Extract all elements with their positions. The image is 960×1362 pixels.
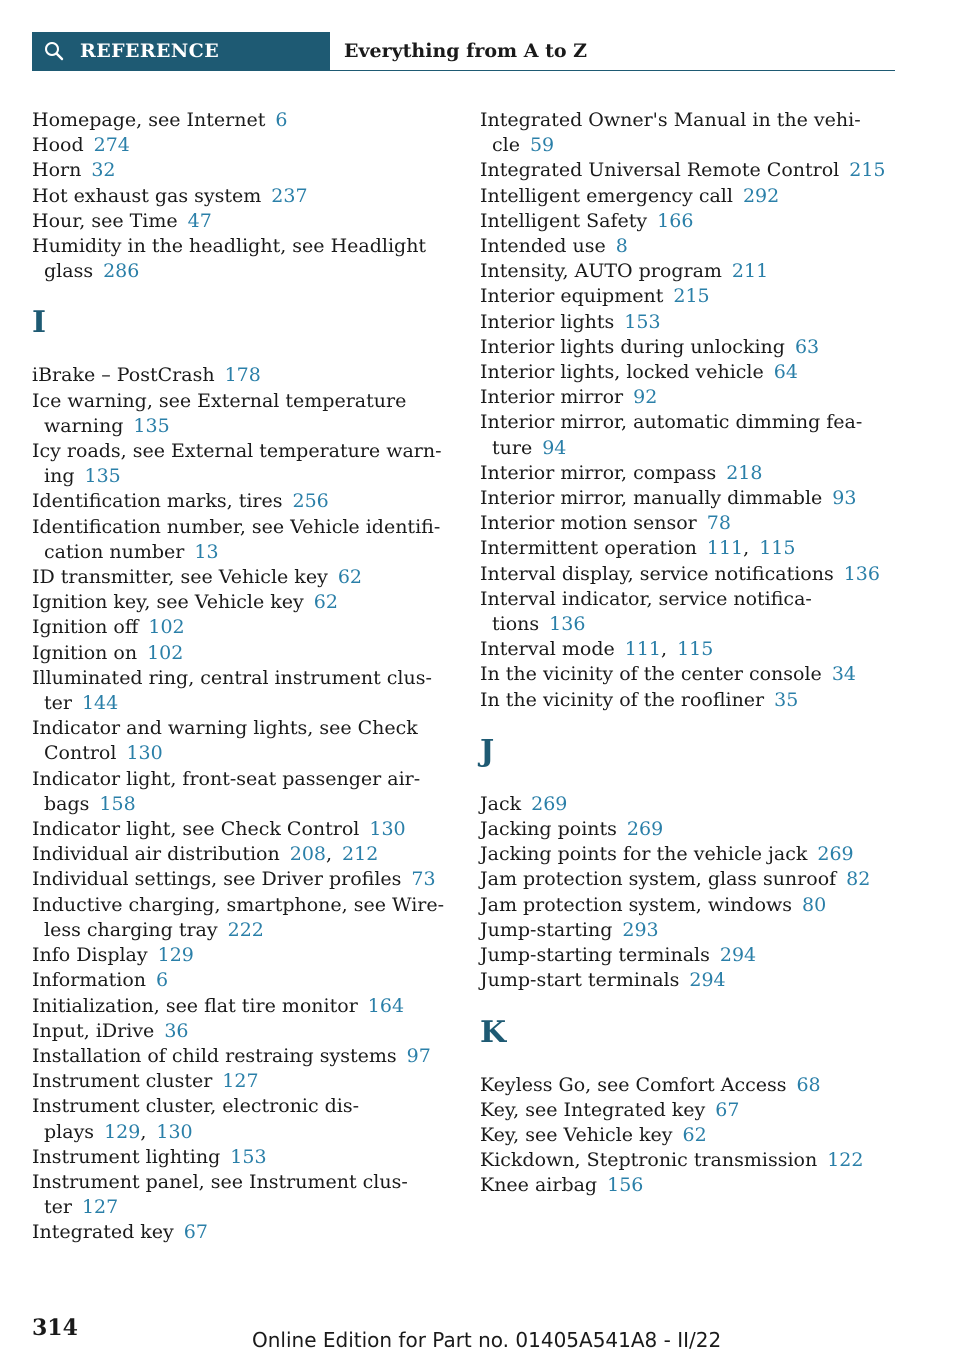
index-entry-text: Indicator light, front-seat passenger air- — [32, 767, 421, 790]
index-entry-text: Indicator light, see Check Control — [32, 818, 360, 841]
index-entry-text: Jam protection system, glass sunroof — [480, 868, 837, 891]
page-reference-link[interactable]: 34 — [831, 663, 856, 686]
page-reference-link[interactable]: 293 — [622, 918, 659, 941]
page-reference-link[interactable]: 35 — [774, 688, 799, 711]
index-entry — [32, 565, 462, 590]
page-reference-link[interactable]: 218 — [726, 461, 763, 484]
index-entry-text: Interior motion sensor — [480, 512, 697, 535]
index-entry — [480, 867, 900, 892]
index-entry — [480, 385, 900, 410]
page-reference-link[interactable]: 68 — [796, 1073, 821, 1096]
index-entry — [480, 1098, 900, 1123]
index-entry-text: Interior lights — [480, 310, 615, 333]
index-entry — [32, 158, 462, 183]
page-reference-link[interactable]: 294 — [689, 969, 726, 992]
page-title: Everything from A to Z — [344, 40, 588, 62]
index-entry-text: Interval indicator, service notifica- — [480, 587, 812, 610]
page-reference-link[interactable]: 8 — [615, 235, 628, 258]
index-entry-text: Individual air distribution — [32, 843, 280, 866]
index-column-left — [32, 108, 462, 1246]
page-reference-link[interactable]: 269 — [531, 792, 568, 815]
page-reference-link[interactable]: 32 — [91, 159, 116, 182]
page-reference-link[interactable]: 63 — [794, 335, 820, 358]
index-entry — [480, 587, 900, 637]
index-entry-text: Integrated key — [32, 1221, 174, 1244]
index-entry — [480, 360, 900, 385]
index-entry-text: Interior mirror, automatic dimming fea- — [480, 411, 863, 434]
index-entry-text: Interior lights during unlocking — [480, 335, 785, 358]
page-reference-link[interactable]: 127 — [81, 1196, 119, 1219]
page-reference-link[interactable]: 156 — [607, 1174, 644, 1197]
index-entry-text: less charging tray — [44, 918, 218, 941]
index-entry-text: Jump-start terminals — [480, 969, 680, 992]
index-entry-text: Ice warning, see External temperature — [32, 389, 407, 412]
index-entry-text: ID transmitter, see Vehicle key — [32, 566, 328, 589]
index-entry — [480, 688, 900, 713]
index-entry-text: cle — [492, 134, 520, 157]
index-entry-text: Knee airbag — [480, 1174, 598, 1197]
index-entry-text: cation number — [44, 540, 185, 563]
page-reference-link[interactable]: 158 — [99, 792, 136, 815]
index-entry-text: Identification marks, tires — [32, 490, 283, 513]
index-entry — [32, 943, 462, 968]
index-entry-text: Interior mirror — [480, 386, 624, 409]
index-entry — [480, 943, 900, 968]
page-reference-link[interactable]: 102 — [148, 616, 185, 639]
page-reference-link[interactable]: 67 — [715, 1098, 740, 1121]
index-entry-text: Interior mirror, manually dimmable — [480, 487, 823, 510]
page-reference-link[interactable]: 73 — [411, 868, 436, 891]
index-entry-text: Intensity, AUTO program — [480, 260, 722, 283]
index-column-right — [480, 108, 900, 1199]
search-icon — [44, 41, 64, 61]
index-entry-text: Icy roads, see External temperature warn- — [32, 440, 442, 463]
index-entry-text: glass — [44, 260, 94, 283]
page-reference-link[interactable]: 256 — [292, 490, 329, 513]
index-entry-text: Instrument lighting — [32, 1145, 221, 1168]
page-reference-link[interactable]: 111 — [706, 537, 744, 560]
page-reference-link[interactable]: 130 — [156, 1120, 193, 1143]
index-entry-text: Humidity in the headlight, see Headlight — [32, 235, 427, 258]
page-reference-link[interactable]: 59 — [529, 134, 555, 157]
index-entry — [32, 389, 462, 439]
page-reference-link[interactable]: 92 — [633, 386, 658, 409]
index-entry — [480, 209, 900, 234]
page-reference-link[interactable]: 62 — [313, 591, 338, 614]
index-entry — [32, 666, 462, 716]
index-entry-text: ter — [44, 1196, 72, 1219]
index-entry — [480, 1173, 900, 1198]
index-entry — [480, 817, 900, 842]
index-entry-text: Ignition off — [32, 616, 139, 639]
index-entry — [32, 234, 462, 284]
reference-tab[interactable] — [32, 32, 330, 70]
index-entry — [32, 489, 462, 514]
page-reference-link[interactable]: 36 — [164, 1019, 189, 1042]
index-entry — [32, 1069, 462, 1094]
page-reference-link[interactable]: 215 — [849, 159, 886, 182]
index-entry-text: Jam protection system, windows — [480, 893, 793, 916]
index-entry-text: Hour, see Time — [32, 209, 178, 232]
index-entry-text: Illuminated ring, central instrument clus- — [32, 666, 432, 689]
page-reference-link[interactable]: 269 — [817, 843, 854, 866]
index-entry-text: Info Display — [32, 944, 148, 967]
index-entry-text: Identification number, see Vehicle identifi- — [32, 515, 441, 538]
index-entry-text: iBrake – PostCrash — [32, 364, 215, 387]
index-entry-text: Intermittent operation — [480, 537, 697, 560]
index-entry-text: Interior mirror, compass — [480, 461, 717, 484]
page-reference-link[interactable]: 93 — [832, 487, 857, 510]
index-entry — [480, 562, 900, 587]
index-entry — [32, 209, 462, 234]
index-entry-text: Homepage, see Internet — [32, 109, 266, 131]
edition-footer: Online Edition for Part no. 01405A541A8 - II/22 — [252, 1328, 722, 1352]
index-entry — [480, 461, 900, 486]
index-entry-text: Integrated Owner's Manual in the vehi- — [480, 109, 861, 131]
index-entry — [32, 893, 462, 943]
page-reference-link[interactable]: 111 — [624, 638, 662, 661]
index-entry — [32, 817, 462, 842]
page-reference-link[interactable]: 212 — [342, 843, 379, 866]
page-reference-link[interactable]: 97 — [406, 1044, 431, 1067]
page-reference-link[interactable]: 153 — [230, 1145, 267, 1168]
index-entry — [32, 1019, 462, 1044]
index-entry-text: plays — [44, 1120, 95, 1143]
index-entry — [32, 641, 462, 666]
index-entry — [480, 158, 900, 183]
page-reference-link[interactable]: 102 — [147, 641, 184, 664]
index-entry-text: Ignition key, see Vehicle key — [32, 591, 304, 614]
index-entry — [480, 1073, 900, 1098]
index-entry-text: Installation of child restraing systems — [32, 1044, 397, 1067]
index-entry-text: Instrument cluster, electronic dis- — [32, 1095, 360, 1118]
page-reference-link[interactable]: 82 — [846, 868, 871, 891]
index-entry-text: ter — [44, 692, 72, 715]
page-reference-link[interactable]: 130 — [369, 818, 406, 841]
index-entry — [32, 867, 462, 892]
index-entry-text: Intended use — [480, 235, 606, 258]
index-entry — [32, 716, 462, 766]
page-header — [32, 32, 895, 71]
index-entry-text: Jacking points for the vehicle jack — [480, 843, 808, 866]
page-reference-link[interactable]: 286 — [103, 260, 140, 283]
page-reference-link[interactable]: 64 — [773, 361, 798, 384]
page-reference-link[interactable]: 136 — [549, 613, 586, 636]
index-entry — [32, 184, 462, 209]
index-entry-text: bags — [44, 792, 90, 815]
index-entry-text: Information — [32, 969, 147, 992]
index-entry — [480, 410, 900, 460]
index-entry — [480, 968, 900, 993]
index-entry — [480, 792, 900, 817]
index-entry-text: Key, see Vehicle key — [480, 1123, 673, 1146]
index-entry: Instrument cluster, electronic dis- plays 129, 130 — [32, 1095, 360, 1143]
page-reference-link[interactable]: 292 — [742, 184, 780, 207]
index-entry — [32, 108, 462, 133]
page-reference-link[interactable]: 153 — [624, 310, 661, 333]
index-entry-text: ing — [44, 465, 75, 488]
page-reference-link[interactable]: 62 — [337, 566, 362, 589]
index-entry-text: Initialization, see flat tire monitor — [32, 994, 358, 1017]
index-entry — [32, 968, 462, 993]
index-entry — [480, 108, 900, 158]
page-reference-link[interactable]: 130 — [126, 742, 163, 765]
page-reference-link[interactable]: 122 — [827, 1149, 864, 1172]
index-entry-text: Kickdown, Steptronic transmission — [480, 1149, 818, 1172]
index-entry: Intermittent operation 111, 115 — [480, 537, 796, 560]
page-reference-link[interactable]: 135 — [84, 465, 121, 488]
index-entry-text: Key, see Integrated key — [480, 1098, 706, 1121]
page-reference-link[interactable]: 78 — [706, 512, 731, 535]
index-entry — [480, 918, 900, 943]
index-entry — [480, 486, 900, 511]
page-reference-link[interactable]: 211 — [731, 260, 769, 283]
index-entry — [32, 1044, 462, 1069]
index-entry-text: Jacking points — [480, 818, 617, 841]
index-entry-text: Input, iDrive — [32, 1019, 155, 1042]
index-entry-text: Instrument cluster — [32, 1070, 213, 1093]
index-entry — [480, 184, 900, 209]
page-reference-link[interactable]: 274 — [93, 134, 130, 157]
page-reference-link[interactable]: 237 — [271, 184, 308, 207]
index-entry — [32, 767, 462, 817]
index-letter-heading: K — [480, 1014, 507, 1050]
index-entry — [32, 515, 462, 565]
page-reference-link[interactable]: 215 — [673, 285, 710, 308]
index-entry-text: Hood — [32, 134, 84, 157]
index-entry-text: Intelligent emergency call — [480, 184, 733, 207]
index-entry — [480, 259, 900, 284]
index-entry-text: Hot exhaust gas system — [32, 184, 262, 207]
index-entry-text: Keyless Go, see Comfort Access — [480, 1073, 787, 1096]
page-reference-link[interactable]: 208 — [289, 843, 326, 866]
page-reference-link[interactable]: 94 — [542, 436, 567, 459]
index-entry — [32, 615, 462, 640]
page-reference-link[interactable]: 13 — [194, 540, 219, 563]
page-reference-link[interactable]: 164 — [367, 994, 405, 1017]
page-reference-link[interactable]: 294 — [719, 944, 757, 967]
index-entry-text: Interval mode — [480, 638, 615, 661]
index-entry — [480, 335, 900, 360]
index-entry-text: Interior equipment — [480, 285, 664, 308]
page-reference-link[interactable]: 136 — [843, 562, 880, 585]
page-reference-link[interactable]: 115 — [677, 638, 714, 661]
index-entry — [480, 893, 900, 918]
index-entry — [480, 310, 900, 335]
index-entry — [480, 284, 900, 309]
index-entry-text: Interval display, service notifications — [480, 562, 834, 585]
index-entry — [480, 511, 900, 536]
index-letter-heading: I — [32, 305, 47, 341]
index-entry-text: Indicator and warning lights, see Check — [32, 717, 418, 740]
index-entry-text: Integrated Universal Remote Control — [480, 159, 840, 182]
index-entry — [32, 994, 462, 1019]
index-entry — [32, 363, 462, 388]
index-entry — [32, 1145, 462, 1170]
index-entry-text: warning — [44, 414, 124, 437]
index-entry-text: In the vicinity of the center console — [480, 663, 822, 686]
index-entry-text: In the vicinity of the roofliner — [480, 688, 765, 711]
index-letter-heading: J — [480, 733, 495, 769]
page-reference-link[interactable]: 129 — [157, 944, 194, 967]
index-entry — [480, 234, 900, 259]
index-entry: Interval mode 111, 115 — [480, 638, 714, 661]
page-reference-link[interactable]: 222 — [227, 918, 264, 941]
index-entry-text: Interior lights, locked vehicle — [480, 361, 764, 384]
index-entry-text: Ignition on — [32, 641, 138, 664]
page-reference-link[interactable]: 115 — [759, 537, 796, 560]
page-number: 314 — [32, 1315, 78, 1341]
index-entry — [480, 842, 900, 867]
index-entry-text: Intelligent Safety — [480, 209, 648, 232]
page-reference-link[interactable]: 166 — [657, 209, 694, 232]
index-entry-text: Individual settings, see Driver profiles — [32, 868, 402, 891]
page-reference-link[interactable]: 80 — [802, 893, 827, 916]
page-reference-link[interactable]: 6 — [156, 969, 169, 992]
index-entry-text: Control — [44, 742, 117, 765]
page-reference-link[interactable]: 127 — [222, 1070, 259, 1093]
index-entry-text: Jump-starting — [480, 918, 613, 941]
index-entry-text: tions — [492, 613, 540, 636]
index-entry-text: ture — [492, 436, 533, 459]
page-reference-link[interactable]: 6 — [275, 109, 288, 131]
page-reference-link[interactable]: 135 — [133, 414, 170, 437]
index-entry-text: Horn — [32, 159, 82, 182]
page-reference-link[interactable]: 144 — [81, 692, 119, 715]
section-label: REFERENCE — [80, 40, 220, 62]
index-entry — [480, 662, 900, 687]
index-entry — [32, 590, 462, 615]
page-reference-link[interactable]: 129 — [104, 1120, 141, 1143]
index-entry-text: Jack — [480, 792, 522, 815]
index-entry — [32, 1170, 462, 1220]
index-entry-text: Instrument panel, see Instrument clus- — [32, 1170, 408, 1193]
index-entry — [480, 1148, 900, 1173]
page-reference-link[interactable]: 67 — [183, 1221, 208, 1244]
page-reference-link[interactable]: 47 — [187, 209, 212, 232]
index-entry-text: Inductive charging, smartphone, see Wire- — [32, 893, 445, 916]
page-reference-link[interactable]: 269 — [626, 818, 664, 841]
page-reference-link[interactable]: 62 — [682, 1123, 707, 1146]
index-entry — [480, 1123, 900, 1148]
index-entry: Individual air distribution 208, 212 — [32, 843, 379, 866]
index-entry — [32, 1220, 462, 1245]
page-reference-link[interactable]: 178 — [224, 364, 261, 387]
index-entry — [32, 133, 462, 158]
index-entry-text: Jump-starting terminals — [480, 944, 710, 967]
index-entry — [32, 439, 462, 489]
